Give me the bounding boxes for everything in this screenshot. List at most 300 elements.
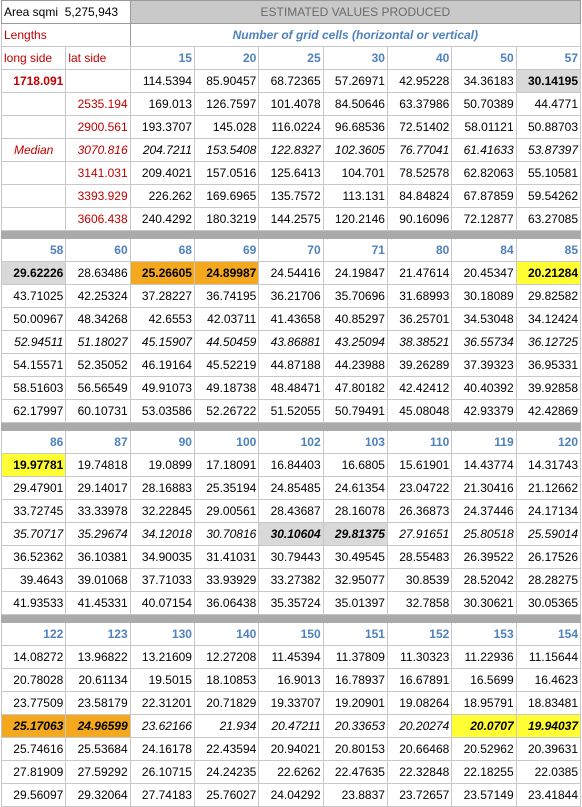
table-cell: 21.12662 (516, 477, 580, 500)
table-row (2, 400, 581, 423)
table-cell: 19.5015 (130, 669, 194, 692)
highlighted-cell: 30.14195 (516, 70, 580, 93)
table-row (2, 262, 581, 285)
lat-side-label: lat side (66, 47, 130, 70)
table-cell: 58.51603 (2, 377, 66, 400)
long-side-value (2, 93, 66, 116)
table-cell: 33.72745 (2, 500, 66, 523)
table-cell: 16.6805 (323, 454, 387, 477)
separator-bar (2, 231, 581, 239)
table-cell: 18.10853 (194, 669, 258, 692)
table-cell: 39.92858 (516, 377, 580, 400)
grid-count: 87 (66, 431, 130, 454)
table-cell: 50.70389 (452, 93, 516, 116)
table-cell: 35.01397 (323, 592, 387, 615)
table-cell: 21.47614 (387, 262, 451, 285)
table-cell: 36.12725 (516, 331, 580, 354)
table-cell: 56.56549 (66, 377, 130, 400)
table-cell: 23.72657 (387, 784, 451, 807)
table-cell: 40.85297 (323, 308, 387, 331)
table-cell: 14.08272 (2, 646, 66, 669)
grid-count: 86 (2, 431, 66, 454)
table-row (2, 308, 581, 331)
table-cell: 23.58179 (66, 692, 130, 715)
highlighted-cell: 30.10604 (259, 523, 323, 546)
table-cell: 28.28275 (516, 569, 580, 592)
table-cell: 34.12424 (516, 308, 580, 331)
table-cell: 55.10581 (516, 162, 580, 185)
table-cell: 19.74818 (66, 454, 130, 477)
table-cell: 12.27208 (194, 646, 258, 669)
table-cell: 63.37986 (387, 93, 451, 116)
table-cell: 90.16096 (387, 208, 451, 231)
grid-count: 152 (387, 623, 451, 646)
table-row (2, 784, 581, 807)
table-cell: 53.87397 (516, 139, 580, 162)
table-cell: 20.78028 (2, 669, 66, 692)
table-cell: 30.49545 (323, 546, 387, 569)
table-cell: 20.20274 (387, 715, 451, 738)
table-cell: 42.25324 (66, 285, 130, 308)
table-cell: 24.17134 (516, 500, 580, 523)
highlighted-cell: 19.94037 (516, 715, 580, 738)
table-cell: 14.31743 (516, 454, 580, 477)
table-cell: 36.06438 (194, 592, 258, 615)
table-cell: 29.32064 (66, 784, 130, 807)
table-cell: 23.57149 (452, 784, 516, 807)
table-row (2, 715, 581, 738)
grid-count: 102 (259, 431, 323, 454)
table-row (2, 285, 581, 308)
table-cell: 24.61354 (323, 477, 387, 500)
table-cell: 49.91073 (130, 377, 194, 400)
table-cell: 85.90457 (194, 70, 258, 93)
table-cell: 44.87188 (259, 354, 323, 377)
grid-subtitle: Number of grid cells (horizontal or vertical) (130, 24, 580, 47)
table-cell: 62.17997 (2, 400, 66, 423)
table-cell: 101.4078 (259, 93, 323, 116)
area-value: 5,275,943 (64, 5, 119, 19)
table-cell: 24.85485 (259, 477, 323, 500)
table-cell: 114.5394 (130, 70, 194, 93)
table-row (2, 569, 581, 592)
grid-count: 85 (516, 239, 580, 262)
table-cell: 30.05365 (516, 592, 580, 615)
grid-count: 57 (516, 47, 580, 70)
long-side-label: long side (2, 47, 66, 70)
area-cell (2, 1, 131, 24)
table-cell: 28.52042 (452, 569, 516, 592)
grid-count: 25 (259, 47, 323, 70)
block-separator (2, 615, 581, 623)
grid-count: 122 (2, 623, 66, 646)
highlighted-cell: 25.26605 (130, 262, 194, 285)
table-cell: 42.6553 (130, 308, 194, 331)
table-cell: 30.79443 (259, 546, 323, 569)
table-cell: 21.30416 (452, 477, 516, 500)
table-cell: 20.39631 (516, 738, 580, 761)
grid-count: 84 (452, 239, 516, 262)
table-cell: 22.31201 (130, 692, 194, 715)
table-row (2, 454, 581, 477)
table-cell: 43.71025 (2, 285, 66, 308)
table-cell: 40.07154 (130, 592, 194, 615)
table-cell: 41.43658 (259, 308, 323, 331)
table-cell: 102.3605 (323, 139, 387, 162)
table-cell: 32.22845 (130, 500, 194, 523)
table-row (2, 70, 581, 93)
grid-count: 58 (2, 239, 66, 262)
grid-count-row (2, 47, 581, 70)
table-cell: 33.27382 (259, 569, 323, 592)
table-cell: 135.7572 (259, 185, 323, 208)
table-row (2, 377, 581, 400)
table-cell: 11.15644 (516, 646, 580, 669)
grid-count-row (2, 623, 581, 646)
table-cell: 31.68993 (387, 285, 451, 308)
table-cell: 104.701 (323, 162, 387, 185)
table-cell: 35.35724 (259, 592, 323, 615)
table-cell: 28.63486 (66, 262, 130, 285)
table-cell: 41.93533 (2, 592, 66, 615)
table-cell: 204.7211 (130, 139, 194, 162)
table-cell: 20.94021 (259, 738, 323, 761)
table-cell: 24.37446 (452, 500, 516, 523)
table-row (2, 592, 581, 615)
table-cell: 32.95077 (323, 569, 387, 592)
table-cell: 20.80153 (323, 738, 387, 761)
table-cell: 28.16883 (130, 477, 194, 500)
table-cell: 169.013 (130, 93, 194, 116)
table-cell: 16.78937 (323, 669, 387, 692)
table-row (2, 185, 581, 208)
highlighted-cell: 24.96599 (66, 715, 130, 738)
table-cell: 26.36873 (387, 500, 451, 523)
grid-count: 103 (323, 431, 387, 454)
table-cell: 25.76027 (194, 784, 258, 807)
highlighted-cell: 20.21284 (516, 262, 580, 285)
block-separator (2, 231, 581, 239)
table-cell: 22.6262 (259, 761, 323, 784)
table-cell: 54.15571 (2, 354, 66, 377)
table-cell: 145.028 (194, 116, 258, 139)
table-cell: 14.43774 (452, 454, 516, 477)
table-cell: 113.131 (323, 185, 387, 208)
table-cell: 42.42412 (387, 377, 451, 400)
table-cell: 37.39323 (452, 354, 516, 377)
table-cell: 33.33978 (66, 500, 130, 523)
table-cell: 23.41844 (516, 784, 580, 807)
highlighted-cell: 19.97781 (2, 454, 66, 477)
table-cell: 19.08264 (387, 692, 451, 715)
grid-count: 80 (387, 239, 451, 262)
grid-count: 69 (194, 239, 258, 262)
highlighted-cell: 24.89987 (194, 262, 258, 285)
table-cell: 157.0516 (194, 162, 258, 185)
table-cell: 48.34268 (66, 308, 130, 331)
lat-side-value: 3606.438 (66, 208, 130, 231)
table-cell: 37.28227 (130, 285, 194, 308)
table-cell: 39.01068 (66, 569, 130, 592)
table-cell: 61.41633 (452, 139, 516, 162)
table-cell: 28.43687 (259, 500, 323, 523)
table-cell: 36.25701 (387, 308, 451, 331)
table-cell: 45.15907 (130, 331, 194, 354)
table-cell: 23.77509 (2, 692, 66, 715)
table-cell: 116.0224 (259, 116, 323, 139)
grid-count-row (2, 431, 581, 454)
area-label: Area sqmi (4, 5, 59, 19)
separator-bar (2, 423, 581, 431)
table-cell: 31.41031 (194, 546, 258, 569)
table-cell: 26.39522 (452, 546, 516, 569)
table-row (2, 761, 581, 784)
table-cell: 39.4643 (2, 569, 66, 592)
table-cell: 44.4771 (516, 93, 580, 116)
table-cell: 68.72365 (259, 70, 323, 93)
table-cell: 22.47635 (323, 761, 387, 784)
lat-side-value: 2900.561 (66, 116, 130, 139)
table-cell: 120.2146 (323, 208, 387, 231)
table-cell: 36.55734 (452, 331, 516, 354)
table-cell: 24.24235 (194, 761, 258, 784)
table-cell: 67.87859 (452, 185, 516, 208)
grid-count: 123 (66, 623, 130, 646)
table-cell: 11.22936 (452, 646, 516, 669)
table-cell: 11.30323 (387, 646, 451, 669)
block-separator (2, 423, 581, 431)
grid-estimates-table (1, 0, 581, 807)
table-cell: 72.12877 (452, 208, 516, 231)
grid-count: 150 (259, 623, 323, 646)
table-row (2, 546, 581, 569)
table-cell: 209.4021 (130, 162, 194, 185)
table-cell: 29.47901 (2, 477, 66, 500)
table-cell: 49.18738 (194, 377, 258, 400)
table-cell: 34.90035 (130, 546, 194, 569)
highlighted-cell: 25.17063 (2, 715, 66, 738)
table-cell: 42.95228 (387, 70, 451, 93)
table-cell: 29.82582 (516, 285, 580, 308)
grid-count: 70 (259, 239, 323, 262)
grid-count: 40 (387, 47, 451, 70)
table-row (2, 669, 581, 692)
table-cell: 35.70717 (2, 523, 66, 546)
table-cell: 30.30621 (452, 592, 516, 615)
long-side-value (2, 162, 66, 185)
table-cell: 96.68536 (323, 116, 387, 139)
table-row (2, 500, 581, 523)
grid-count: 100 (194, 431, 258, 454)
grid-count: 153 (452, 623, 516, 646)
table-cell: 25.74616 (2, 738, 66, 761)
lat-side-value: 2535.194 (66, 93, 130, 116)
table-cell: 20.52962 (452, 738, 516, 761)
table-cell: 193.3707 (130, 116, 194, 139)
table-cell: 20.61134 (66, 669, 130, 692)
table-cell: 22.43594 (194, 738, 258, 761)
table-cell: 19.0899 (130, 454, 194, 477)
table-cell: 33.93929 (194, 569, 258, 592)
table-cell: 30.8539 (387, 569, 451, 592)
grid-count: 119 (452, 431, 516, 454)
lengths-label: Lengths (2, 24, 131, 47)
table-cell: 76.77041 (387, 139, 451, 162)
table-cell: 34.12018 (130, 523, 194, 546)
table-cell: 13.21609 (130, 646, 194, 669)
table-cell: 84.84824 (387, 185, 451, 208)
table-row (2, 331, 581, 354)
table-cell: 35.29674 (66, 523, 130, 546)
table-cell: 24.04292 (259, 784, 323, 807)
grid-count: 140 (194, 623, 258, 646)
table-cell: 24.19847 (323, 262, 387, 285)
grid-count: 71 (323, 239, 387, 262)
long-side-value: 1718.091 (2, 70, 66, 93)
table-cell: 44.23988 (323, 354, 387, 377)
table-cell: 20.71829 (194, 692, 258, 715)
table-cell: 36.74195 (194, 285, 258, 308)
table-cell: 29.56097 (2, 784, 66, 807)
table-cell: 125.6413 (259, 162, 323, 185)
table-cell: 11.37809 (323, 646, 387, 669)
table-cell: 36.10381 (66, 546, 130, 569)
table-cell: 51.18027 (66, 331, 130, 354)
table-cell: 36.52362 (2, 546, 66, 569)
table-cell: 52.26722 (194, 400, 258, 423)
lat-side-value: 3393.929 (66, 185, 130, 208)
table-cell: 18.83481 (516, 692, 580, 715)
table-cell: 25.80518 (452, 523, 516, 546)
table-cell: 50.00967 (2, 308, 66, 331)
table-cell: 43.86881 (259, 331, 323, 354)
table-cell: 58.01121 (452, 116, 516, 139)
table-cell: 22.18255 (452, 761, 516, 784)
table-cell: 59.54262 (516, 185, 580, 208)
table-cell: 36.95331 (516, 354, 580, 377)
table-cell: 144.2575 (259, 208, 323, 231)
table-cell: 53.03586 (130, 400, 194, 423)
table-cell: 11.45394 (259, 646, 323, 669)
table-cell: 57.26971 (323, 70, 387, 93)
table-row (2, 116, 581, 139)
table-cell: 41.45331 (66, 592, 130, 615)
table-cell: 13.96822 (66, 646, 130, 669)
table-cell: 34.36183 (452, 70, 516, 93)
table-cell: 28.55483 (387, 546, 451, 569)
table-cell: 180.3219 (194, 208, 258, 231)
table-cell: 42.03711 (194, 308, 258, 331)
table-cell: 24.54416 (259, 262, 323, 285)
table-cell: 52.94511 (2, 331, 66, 354)
table-cell: 50.79491 (323, 400, 387, 423)
table-cell: 16.84403 (259, 454, 323, 477)
table-cell: 126.7597 (194, 93, 258, 116)
header-row (2, 1, 581, 24)
table-cell: 20.33653 (323, 715, 387, 738)
table-cell: 40.40392 (452, 377, 516, 400)
separator-bar (2, 615, 581, 623)
grid-count: 90 (130, 431, 194, 454)
table-cell: 153.5408 (194, 139, 258, 162)
table-cell: 30.18089 (452, 285, 516, 308)
table-cell: 78.52578 (387, 162, 451, 185)
long-side-value (2, 116, 66, 139)
highlighted-cell: 20.0707 (452, 715, 516, 738)
lat-side-value (66, 70, 130, 93)
table-cell: 19.33707 (259, 692, 323, 715)
table-cell: 16.9013 (259, 669, 323, 692)
table-cell: 45.52219 (194, 354, 258, 377)
table-cell: 25.59014 (516, 523, 580, 546)
table-cell: 52.35052 (66, 354, 130, 377)
table-cell: 17.18091 (194, 454, 258, 477)
long-side-value (2, 185, 66, 208)
table-cell: 25.35194 (194, 477, 258, 500)
table-cell: 38.38521 (387, 331, 451, 354)
median-label: Median (2, 139, 66, 162)
table-cell: 21.934 (194, 715, 258, 738)
table-cell: 28.16078 (323, 500, 387, 523)
highlighted-cell: 29.81375 (323, 523, 387, 546)
table-row (2, 93, 581, 116)
table-cell: 24.16178 (130, 738, 194, 761)
table-cell: 169.6965 (194, 185, 258, 208)
table-row (2, 646, 581, 669)
table-cell: 226.262 (130, 185, 194, 208)
table-cell: 43.25094 (323, 331, 387, 354)
grid-count-row (2, 239, 581, 262)
grid-count: 60 (66, 239, 130, 262)
table-cell: 23.8837 (323, 784, 387, 807)
table-cell: 27.59292 (66, 761, 130, 784)
lat-side-value: 3141.031 (66, 162, 130, 185)
long-side-value (2, 208, 66, 231)
table-cell: 35.70696 (323, 285, 387, 308)
table-cell: 29.00561 (194, 500, 258, 523)
table-cell: 20.66468 (387, 738, 451, 761)
grid-count: 68 (130, 239, 194, 262)
table-cell: 22.0385 (516, 761, 580, 784)
table-cell: 45.08048 (387, 400, 451, 423)
table-cell: 26.10715 (130, 761, 194, 784)
grid-count: 30 (323, 47, 387, 70)
table-cell: 42.93379 (452, 400, 516, 423)
table-cell: 63.27085 (516, 208, 580, 231)
banner-title: ESTIMATED VALUES PRODUCED (130, 1, 580, 24)
grid-count: 120 (516, 431, 580, 454)
table-row (2, 692, 581, 715)
table-cell: 37.71033 (130, 569, 194, 592)
table-cell: 47.80182 (323, 377, 387, 400)
table-cell: 240.4292 (130, 208, 194, 231)
grid-count: 20 (194, 47, 258, 70)
table-row (2, 162, 581, 185)
table-cell: 22.32848 (387, 761, 451, 784)
grid-count: 15 (130, 47, 194, 70)
table-cell: 30.70816 (194, 523, 258, 546)
lat-side-value: 3070.816 (66, 139, 130, 162)
table-cell: 42.42869 (516, 400, 580, 423)
table-cell: 60.10731 (66, 400, 130, 423)
table-cell: 62.82063 (452, 162, 516, 185)
table-cell: 16.67891 (387, 669, 451, 692)
table-cell: 27.74183 (130, 784, 194, 807)
grid-count: 110 (387, 431, 451, 454)
table-cell: 19.20901 (323, 692, 387, 715)
table-cell: 50.88703 (516, 116, 580, 139)
table-cell: 29.14017 (66, 477, 130, 500)
